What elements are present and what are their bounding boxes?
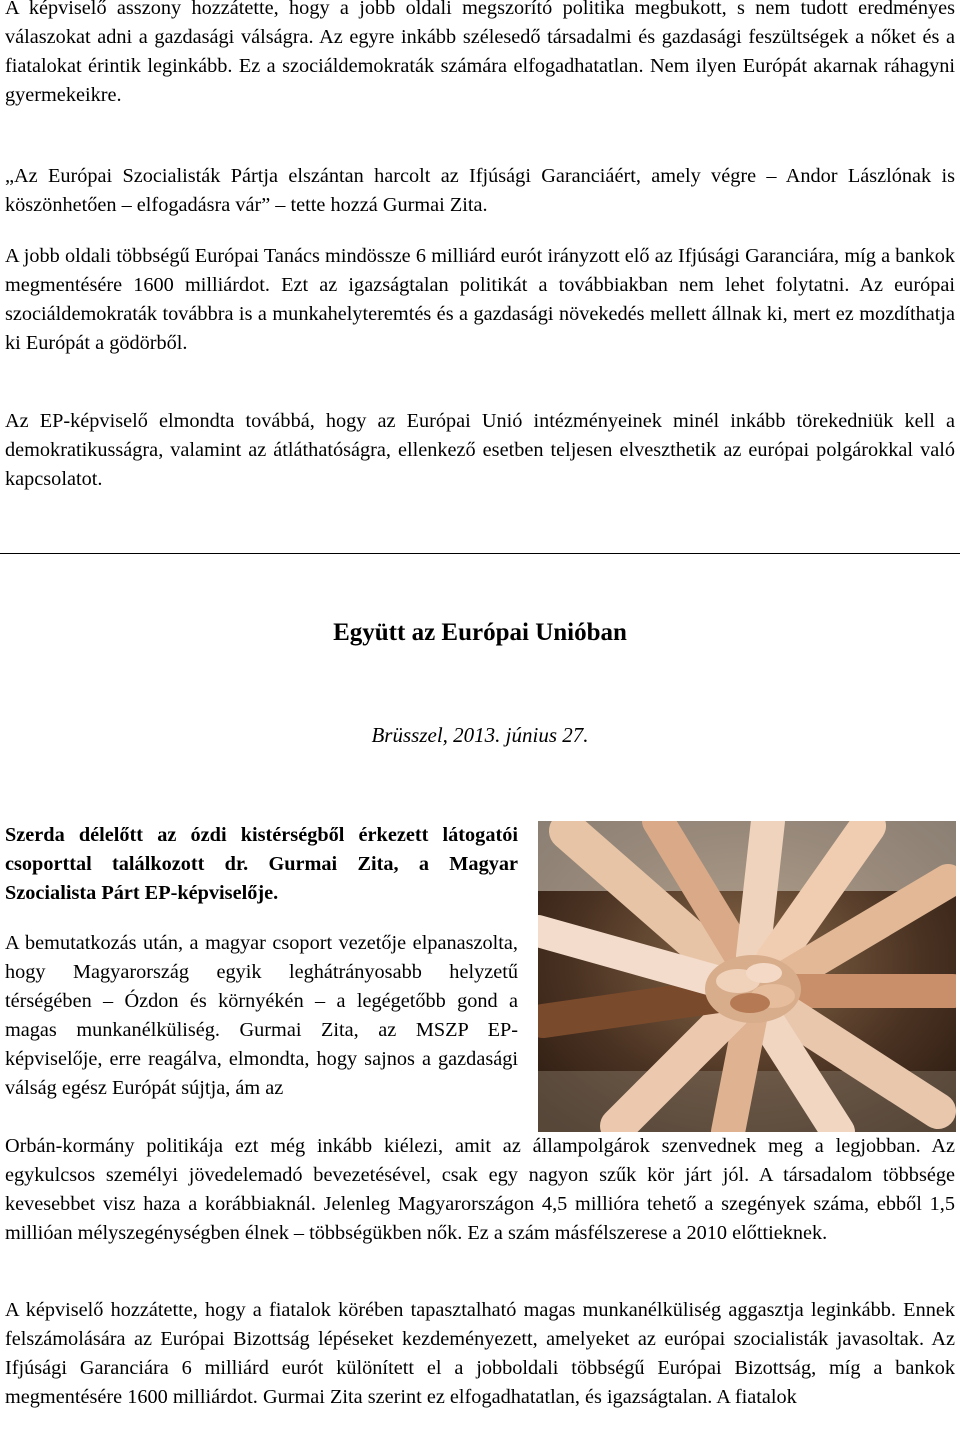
paragraph-3: A jobb oldali többségű Európai Tanács mindössze 6 milliárd eurót irányzott elő az Ifjúsági Garanciára, míg a bankok megmentésére 1600 milliárdot. Ezt az igazságtalan politikát a továbbiakban nem lehet folytatni. Az európai szociáldemokraták továbbra is a munkahelyteremtés és a gazdasági növekedés mellett állnak ki, mert ez mozdíthatja ki Európát a gödörből. — [5, 245, 955, 354]
hands-photo-illustration — [538, 821, 956, 1132]
paragraph-1: A képviselő asszony hozzátette, hogy a jobb oldali megszorító politika megbukott, s nem tudott eredményes válaszokat adni a gazdasági válságra. Az egyre inkább szélesedő társadalmi és gazdasági feszültségek a nőket és a fiatalokat érintik leginkább. Ez a szociáldemokraták számára elfogadhatatlan. Nem ilyen Európát akarnak ráhagyni gyermekeikre. — [5, 0, 955, 106]
hands-photo — [538, 821, 956, 1132]
article-body-continued: Orbán-kormány politikája ezt még inkább kiélezi, amit az állampolgárok szenvednek meg a legjobban. Az egykulcsos személyi jövedelemadó bevezetésével, csak egy nagyon szűk kör járt jól. A társadalom többsége kevesebbet visz haza a korábbiaknál. Jelenleg Magyarországon 4,5 millióra tehető a szegények száma, ebből 1,5 millióan mélyszegénységben élnek – többségükben nők. Ez a szám másfélszerese a 2010 előttieknek. — [5, 1135, 955, 1244]
article-paragraph-final: A képviselő hozzátette, hogy a fiatalok körében tapasztalható magas munkanélküliség aggasztja leginkább. Ennek felszámolására az Európai Bizottság lépéseket kezdeményezett, amelyeket az európai szocialisták javasoltak. Az Ifjúsági Garanciára 6 milliárd eurót különített el a jobboldali többségű Európai Bizottság, míg a bankok megmentésére 1600 milliárdot. Gurmai Zita szerint ez elfogadhatatlan, és igazságtalan. A fiatalok — [5, 1299, 955, 1408]
paragraph-2-quote: „Az Európai Szocialisták Pártja elszántan harcolt az Ifjúsági Garanciáért, amely végre – Andor Lászlónak is köszönhetően – elfogadásra vár” – tette hozzá Gurmai Zita. — [5, 165, 955, 216]
section-divider — [0, 553, 960, 554]
article-dateline: Brüsszel, 2013. június 27. — [371, 723, 589, 747]
article-body-wrapped: A bemutatkozás után, a magyar csoport vezetője elpanaszolta, hogy Magyarország egyik leghátrányosabb helyzetű térségében – Ózdon és környékén – a legégetőbb gond a magas munkanélküliség. Gurmai Zita, az MSZP EP-képviselője, erre reagálva, elmondta, hogy sajnos a gazdasági válság egész Európát sújtja, ám az — [5, 932, 518, 1099]
article-title: Együtt az Európai Unióban — [333, 619, 627, 646]
paragraph-4: Az EP-képviselő elmondta továbbá, hogy az Európai Unió intézményeinek minél inkább törekedniük kell a demokratikusságra, valamint az átláthatóságra, ellenkező esetben teljesen elveszthetik az európai polgárokkal való kapcsolatot. — [5, 410, 955, 490]
article-lede: Szerda délelőtt az ózdi kistérségből érkezett látogatói csoporttal találkozott dr. Gurmai Zita, a Magyar Szocialista Párt EP-képviselője. — [5, 824, 518, 904]
